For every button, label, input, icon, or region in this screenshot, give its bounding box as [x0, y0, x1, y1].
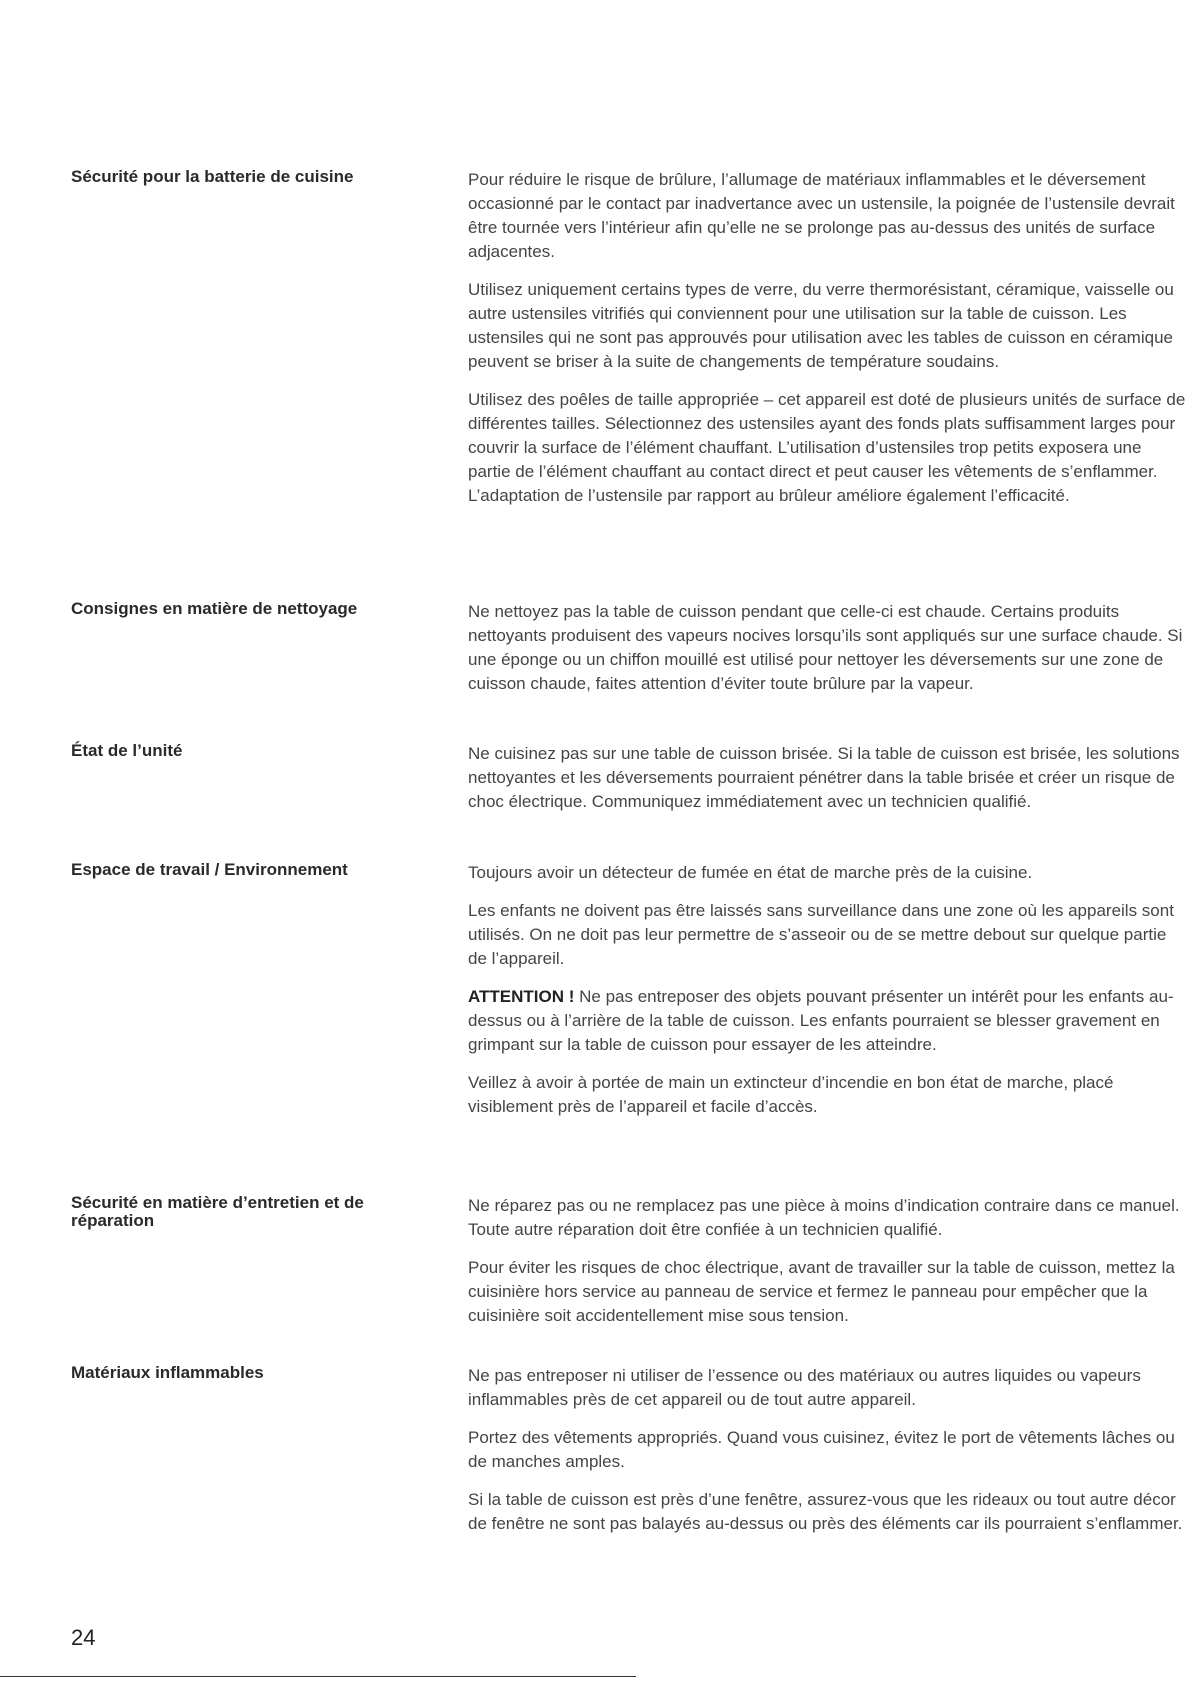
section-heading: Consignes en matière de nettoyage — [71, 599, 358, 618]
section-heading: Sécurité pour la batterie de cuisine — [71, 167, 354, 186]
paragraph: Si la table de cuisson est près d’une fenêtre, assurez-vous que les rideaux ou tout autre décor de fenêtre ne sont pas balayés au-dessus ou près des éléments car ils pourraient s’enflammer. — [468, 1490, 1183, 1533]
paragraph: Toujours avoir un détecteur de fumée en état de marche près de la cuisine. — [468, 863, 1033, 882]
attention-paragraph — [468, 985, 1188, 1057]
section-body — [468, 1364, 1188, 1550]
page-number: 24 — [71, 1625, 96, 1650]
paragraph: Les enfants ne doivent pas être laissés sans surveillance dans une zone où les appareils sont utilisés. On ne doit pas leur permettre de s’asseoir ou de se mettre debout sur quelque partie de l’appareil. — [468, 901, 1174, 968]
section-heading: État de l’unité — [71, 741, 183, 760]
paragraph: Ne nettoyez pas la table de cuisson pendant que celle-ci est chaude. Certains produits nettoyants produisent des vapeurs nocives lorsqu’ils sont appliqués sur une surface chaude. Si une éponge ou un chiffon mouillé est utilisé pour nettoyer les déversements sur une zone de cuisson chaude, faites attention d’éviter toute brûlure par la vapeur. — [468, 602, 1183, 693]
paragraph: Ne pas entreposer ni utiliser de l’essence ou des matériaux ou autres liquides ou vapeurs inflammables près de cet appareil ou de tout autre appareil. — [468, 1366, 1141, 1409]
section-body — [468, 168, 1188, 522]
bottom-rule — [0, 1676, 636, 1677]
paragraph: Veillez à avoir à portée de main un extincteur d’incendie en bon état de marche, placé visiblement près de l’appareil et facile d’accès. — [468, 1073, 1114, 1116]
paragraph: Pour réduire le risque de brûlure, l’allumage de matériaux inflammables et le déversement occasionné par le contact par inadvertance avec un ustensile, la poignée de l’ustensile devrait être tournée vers l’intérieur afin qu’elle ne se prolonge pas au-dessus des unités de surface adjacentes. — [468, 170, 1175, 261]
section-body — [468, 742, 1188, 828]
section-body — [468, 1194, 1188, 1342]
paragraph: Utilisez uniquement certains types de verre, du verre thermorésistant, céramique, vaisselle ou autre ustensiles vitrifiés qui conviennent pour une utilisation sur la table de cuisson. Les ustensiles qui ne sont pas approuvés pour utilisation avec les tables de cuisson en céramique peuvent se briser à la suite de changements de température soudains. — [468, 280, 1174, 371]
paragraph: Portez des vêtements appropriés. Quand vous cuisinez, évitez le port de vêtements lâches ou de manches amples. — [468, 1428, 1175, 1471]
paragraph: Pour éviter les risques de choc électrique, avant de travailler sur la table de cuisson, mettez la cuisinière hors service au panneau de service et fermez le panneau pour empêcher que la cuisinière soit accidentellement mise sous tension. — [468, 1258, 1175, 1325]
attention-label: ATTENTION ! — [468, 987, 575, 1006]
section-body — [468, 861, 1188, 1133]
paragraph: Ne cuisinez pas sur une table de cuisson brisée. Si la table de cuisson est brisée, les solutions nettoyantes et les déversements pourraient pénétrer dans la table brisée et créer un risque de choc électrique. Communiquez immédiatement avec un technicien qualifié. — [468, 744, 1180, 811]
attention-text: Ne pas entreposer des objets pouvant présenter un intérêt pour les enfants au-dessus ou à l’arrière de la table de cuisson. Les enfants pourraient se blesser gravement en grimpant sur la table de cuisson pour essayer de les atteindre. — [468, 987, 1174, 1054]
section-heading: Espace de travail / Environnement — [71, 860, 348, 879]
section-heading: Sécurité en matière d’entretien et de réparation — [71, 1193, 364, 1230]
section-heading: Matériaux inflammables — [71, 1363, 264, 1382]
section-body — [468, 600, 1188, 710]
paragraph: Ne réparez pas ou ne remplacez pas une pièce à moins d’indication contraire dans ce manuel. Toute autre réparation doit être confiée à un technicien qualifié. — [468, 1196, 1180, 1239]
paragraph: Utilisez des poêles de taille appropriée – cet appareil est doté de plusieurs unités de surface de différentes tailles. Sélectionnez des ustensiles ayant des fonds plats suffisamment larges pour couvrir la surface de l’élément chauffant. L’utilisation d’ustensiles trop petits exposera une partie de l’élément chauffant au contact direct et peut causer les vêtements de s’enflammer. L’adaptation de l’ustensile par rapport au brûleur améliore également l’efficacité. — [468, 390, 1186, 505]
